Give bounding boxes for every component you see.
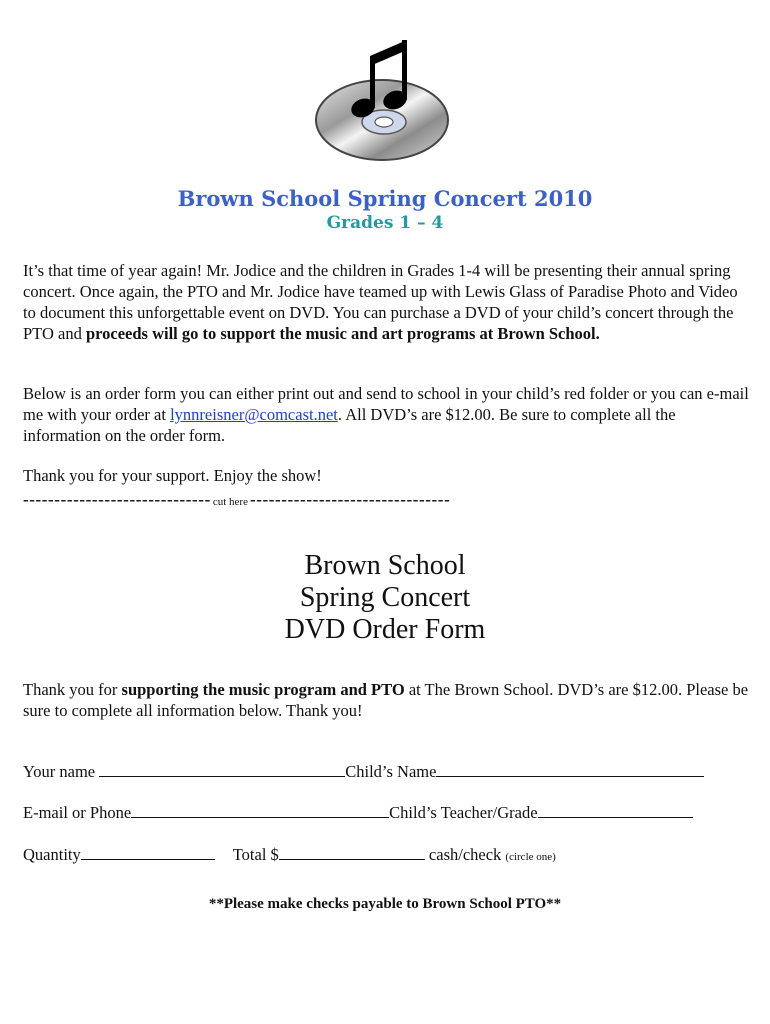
- contact-row: [23, 803, 753, 823]
- music-note-cd-icon: [312, 28, 462, 168]
- total-field[interactable]: [279, 845, 425, 860]
- your-name-label: Your name: [23, 762, 100, 781]
- your-name-field[interactable]: [99, 762, 345, 777]
- grades-subtitle: Grades 1 – 4: [326, 213, 444, 233]
- concert-title: Brown School Spring Concert 2010: [177, 186, 593, 211]
- teacher-grade-label: Child’s Teacher/Grade: [389, 803, 538, 822]
- form-thanks-text-end: at The Brown School. DVD’s are $12.00. Please be sure to complete all information below. Thank you!: [23, 680, 749, 720]
- form-thanks-bold: supporting the music program and PTO: [121, 680, 405, 699]
- proceeds-bold-text: proceeds will go to support the music and art programs at Brown School.: [85, 324, 600, 343]
- email-phone-label: E-mail or Phone: [23, 803, 132, 822]
- thank-you-paragraph: Thank you for your support. Enjoy the show!: [23, 466, 322, 485]
- cut-dashes-left: ------------------------------: [23, 490, 211, 509]
- form-thanks-paragraph: [23, 679, 753, 721]
- total-label: Total $: [232, 845, 279, 864]
- quantity-field[interactable]: [81, 845, 215, 860]
- checks-payable-note: **Please make checks payable to Brown School PTO**: [208, 896, 562, 912]
- cut-here-label: cut here: [212, 496, 248, 508]
- childs-name-field[interactable]: [436, 762, 704, 777]
- payment-label: cash/check: [424, 845, 506, 864]
- cut-line: [23, 490, 748, 510]
- order-info-text: Below is an order form you can either print out and send to school in your child’s red folder or you can e-mail me with your order at: [23, 384, 749, 424]
- form-title-line-3: DVD Order Form: [284, 614, 486, 645]
- email-phone-field[interactable]: [131, 803, 389, 818]
- intro-paragraph: [23, 260, 753, 344]
- circle-one-note: (circle one): [505, 851, 556, 863]
- form-title-line-1: Brown School: [304, 550, 466, 581]
- order-info-text-end: . All DVD’s are $12.00. Be sure to complete all the information on the order form.: [23, 405, 676, 445]
- cut-dashes-right: --------------------------------: [249, 490, 451, 509]
- quantity-label: Quantity: [23, 845, 81, 864]
- order-info-paragraph: [23, 383, 753, 446]
- intro-text: It’s that time of year again! Mr. Jodice and the children in Grades 1-4 will be presenting their annual spring concert. Once again, the PTO and Mr. Jodice have teamed up with Lewis Glass of Paradise Photo and Video to document this unforgettable event on DVD. You can purchase a DVD of your child’s concert through the PTO and: [23, 261, 738, 343]
- teacher-grade-field[interactable]: [538, 803, 693, 818]
- name-row: [23, 762, 753, 782]
- form-thanks-text: Thank you for: [23, 680, 122, 699]
- childs-name-label: Child’s Name: [345, 762, 437, 781]
- email-link[interactable]: lynnreisner@comcast.net: [170, 405, 338, 424]
- form-title-line-2: Spring Concert: [299, 582, 471, 613]
- order-form-title: [0, 550, 770, 646]
- payment-row: [23, 845, 753, 865]
